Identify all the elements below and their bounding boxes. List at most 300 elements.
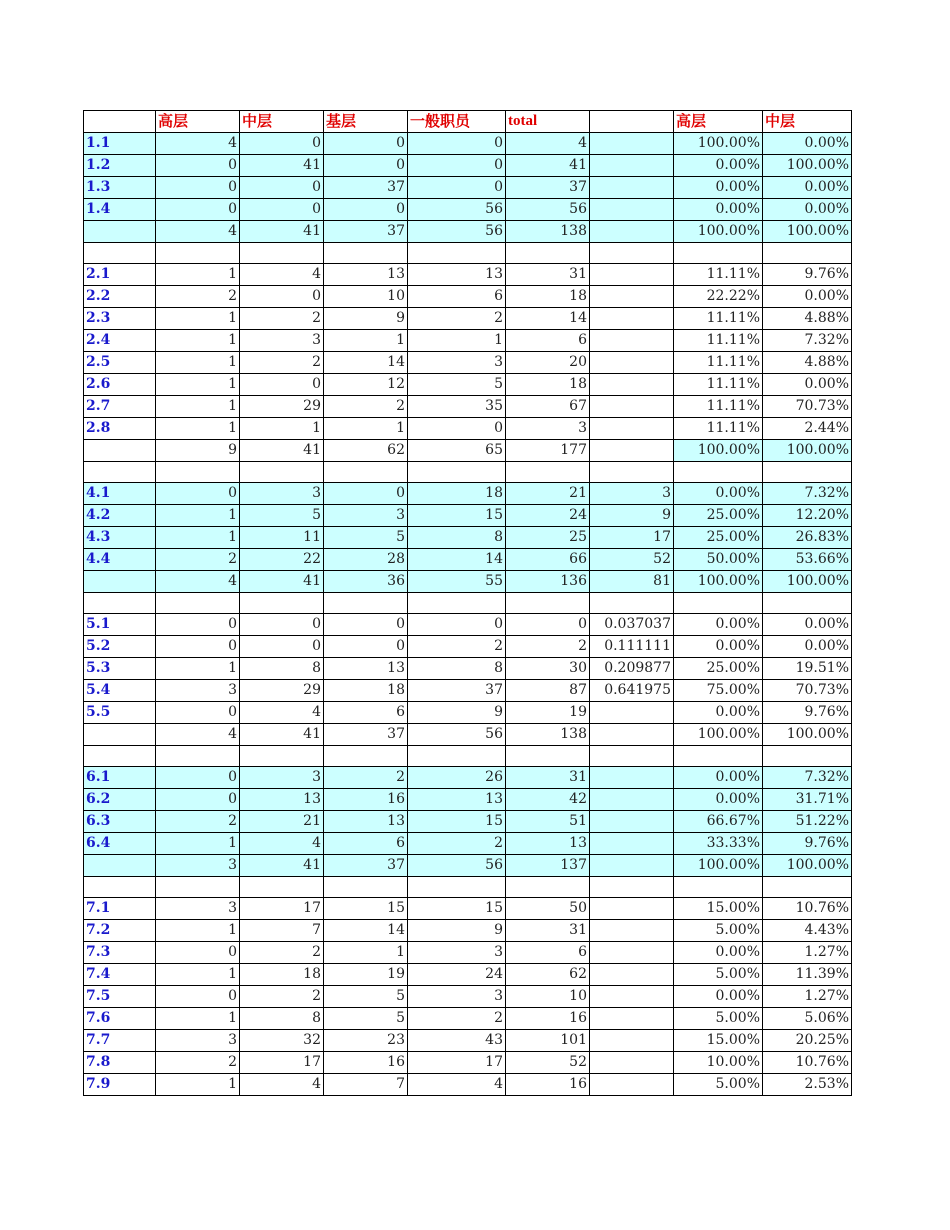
cell-base-count[interactable]: 5	[324, 527, 408, 549]
cell-row-label[interactable]	[84, 877, 156, 898]
cell-total[interactable]: 25	[506, 527, 590, 549]
cell-total[interactable]: 14	[506, 308, 590, 330]
cell-total[interactable]: 41	[506, 155, 590, 177]
cell-row-label[interactable]	[84, 221, 156, 243]
cell-extra[interactable]	[590, 1008, 674, 1030]
cell-extra[interactable]	[590, 986, 674, 1008]
cell-middle-count[interactable]: 4	[240, 702, 324, 724]
cell-base-count[interactable]: 0	[324, 614, 408, 636]
cell-senior-count[interactable]: 2	[156, 286, 240, 308]
cell-middle-count[interactable]: 29	[240, 680, 324, 702]
cell-middle-pct[interactable]: 100.00%	[763, 571, 852, 593]
cell-senior-pct[interactable]	[674, 593, 763, 614]
cell-row-label[interactable]: 5.5	[84, 702, 156, 724]
cell-senior-pct[interactable]: 25.00%	[674, 658, 763, 680]
cell-senior-pct[interactable]: 100.00%	[674, 440, 763, 462]
header-cell-blank[interactable]	[84, 111, 156, 133]
cell-base-count[interactable]: 3	[324, 505, 408, 527]
cell-senior-pct[interactable]: 0.00%	[674, 942, 763, 964]
cell-extra[interactable]	[590, 877, 674, 898]
cell-total[interactable]: 51	[506, 811, 590, 833]
cell-middle-count[interactable]: 5	[240, 505, 324, 527]
cell-middle-pct[interactable]: 0.00%	[763, 177, 852, 199]
cell-staff-count[interactable]: 18	[408, 483, 506, 505]
cell-middle-count[interactable]: 3	[240, 330, 324, 352]
cell-senior-pct[interactable]: 11.11%	[674, 330, 763, 352]
cell-total[interactable]: 20	[506, 352, 590, 374]
cell-base-count[interactable]	[324, 462, 408, 483]
cell-staff-count[interactable]: 24	[408, 964, 506, 986]
cell-senior-pct[interactable]: 11.11%	[674, 396, 763, 418]
cell-senior-count[interactable]: 1	[156, 418, 240, 440]
cell-row-label[interactable]: 1.2	[84, 155, 156, 177]
cell-senior-pct[interactable]: 11.11%	[674, 352, 763, 374]
cell-base-count[interactable]: 1	[324, 942, 408, 964]
cell-total[interactable]: 21	[506, 483, 590, 505]
cell-senior-count[interactable]: 4	[156, 724, 240, 746]
cell-row-label[interactable]: 1.3	[84, 177, 156, 199]
cell-base-count[interactable]	[324, 877, 408, 898]
cell-senior-count[interactable]: 3	[156, 898, 240, 920]
cell-base-count[interactable]: 5	[324, 986, 408, 1008]
cell-middle-count[interactable]: 0	[240, 133, 324, 155]
cell-row-label[interactable]: 6.4	[84, 833, 156, 855]
cell-senior-count[interactable]: 1	[156, 1008, 240, 1030]
cell-middle-pct[interactable]: 26.83%	[763, 527, 852, 549]
cell-middle-pct[interactable]: 7.32%	[763, 330, 852, 352]
cell-middle-count[interactable]: 41	[240, 724, 324, 746]
cell-total[interactable]: 37	[506, 177, 590, 199]
cell-extra[interactable]: 17	[590, 527, 674, 549]
cell-total[interactable]: 66	[506, 549, 590, 571]
cell-middle-pct[interactable]: 4.88%	[763, 308, 852, 330]
cell-senior-pct[interactable]: 100.00%	[674, 724, 763, 746]
cell-base-count[interactable]: 0	[324, 155, 408, 177]
cell-middle-count[interactable]: 32	[240, 1030, 324, 1052]
cell-row-label[interactable]: 2.6	[84, 374, 156, 396]
cell-row-label[interactable]: 7.3	[84, 942, 156, 964]
cell-extra[interactable]	[590, 440, 674, 462]
cell-senior-pct[interactable]: 11.11%	[674, 308, 763, 330]
cell-staff-count[interactable]: 9	[408, 920, 506, 942]
cell-senior-count[interactable]: 2	[156, 811, 240, 833]
cell-extra[interactable]	[590, 243, 674, 264]
cell-middle-count[interactable]: 0	[240, 636, 324, 658]
cell-senior-pct[interactable]: 50.00%	[674, 549, 763, 571]
cell-base-count[interactable]: 1	[324, 418, 408, 440]
cell-extra[interactable]	[590, 462, 674, 483]
cell-extra[interactable]	[590, 702, 674, 724]
cell-staff-count[interactable]: 0	[408, 177, 506, 199]
cell-staff-count[interactable]: 35	[408, 396, 506, 418]
cell-extra[interactable]: 0.641975	[590, 680, 674, 702]
cell-senior-pct[interactable]: 0.00%	[674, 199, 763, 221]
cell-extra[interactable]	[590, 330, 674, 352]
cell-extra[interactable]	[590, 308, 674, 330]
cell-middle-pct[interactable]: 11.39%	[763, 964, 852, 986]
cell-middle-pct[interactable]	[763, 462, 852, 483]
cell-base-count[interactable]: 12	[324, 374, 408, 396]
cell-staff-count[interactable]: 5	[408, 374, 506, 396]
cell-middle-pct[interactable]: 100.00%	[763, 855, 852, 877]
cell-middle-pct[interactable]: 0.00%	[763, 133, 852, 155]
cell-total[interactable]: 50	[506, 898, 590, 920]
cell-row-label[interactable]: 6.3	[84, 811, 156, 833]
cell-base-count[interactable]: 7	[324, 1074, 408, 1096]
cell-row-label[interactable]: 1.4	[84, 199, 156, 221]
cell-senior-count[interactable]: 0	[156, 199, 240, 221]
cell-extra[interactable]	[590, 286, 674, 308]
cell-total[interactable]: 30	[506, 658, 590, 680]
cell-middle-pct[interactable]: 100.00%	[763, 440, 852, 462]
cell-base-count[interactable]: 28	[324, 549, 408, 571]
cell-senior-count[interactable]	[156, 746, 240, 767]
cell-staff-count[interactable]: 15	[408, 898, 506, 920]
header-cell-total[interactable]: total	[506, 111, 590, 133]
cell-senior-count[interactable]: 3	[156, 1030, 240, 1052]
cell-middle-count[interactable]: 0	[240, 177, 324, 199]
cell-middle-count[interactable]: 41	[240, 440, 324, 462]
cell-row-label[interactable]: 4.2	[84, 505, 156, 527]
cell-base-count[interactable]: 37	[324, 855, 408, 877]
cell-senior-count[interactable]: 1	[156, 308, 240, 330]
cell-middle-pct[interactable]	[763, 593, 852, 614]
cell-row-label[interactable]	[84, 571, 156, 593]
cell-middle-count[interactable]: 41	[240, 155, 324, 177]
cell-staff-count[interactable]: 4	[408, 1074, 506, 1096]
cell-middle-count[interactable]: 2	[240, 986, 324, 1008]
cell-senior-pct[interactable]: 5.00%	[674, 1074, 763, 1096]
cell-senior-count[interactable]: 0	[156, 986, 240, 1008]
cell-base-count[interactable]: 1	[324, 330, 408, 352]
cell-base-count[interactable]: 13	[324, 264, 408, 286]
cell-senior-pct[interactable]: 0.00%	[674, 789, 763, 811]
cell-middle-pct[interactable]: 53.66%	[763, 549, 852, 571]
cell-extra[interactable]	[590, 155, 674, 177]
cell-base-count[interactable]: 9	[324, 308, 408, 330]
cell-middle-pct[interactable]: 70.73%	[763, 680, 852, 702]
cell-total[interactable]: 177	[506, 440, 590, 462]
cell-extra[interactable]: 52	[590, 549, 674, 571]
cell-total[interactable]: 13	[506, 833, 590, 855]
cell-total[interactable]: 31	[506, 767, 590, 789]
cell-base-count[interactable]: 0	[324, 483, 408, 505]
cell-middle-pct[interactable]: 1.27%	[763, 942, 852, 964]
cell-extra[interactable]	[590, 374, 674, 396]
cell-row-label[interactable]: 7.5	[84, 986, 156, 1008]
cell-senior-count[interactable]: 0	[156, 483, 240, 505]
cell-base-count[interactable]: 5	[324, 1008, 408, 1030]
cell-extra[interactable]: 0.037037	[590, 614, 674, 636]
cell-senior-count[interactable]: 1	[156, 396, 240, 418]
cell-staff-count[interactable]: 2	[408, 308, 506, 330]
cell-staff-count[interactable]: 55	[408, 571, 506, 593]
cell-staff-count[interactable]: 2	[408, 636, 506, 658]
cell-senior-pct[interactable]: 11.11%	[674, 264, 763, 286]
cell-senior-pct[interactable]: 66.67%	[674, 811, 763, 833]
cell-base-count[interactable]: 6	[324, 833, 408, 855]
cell-row-label[interactable]: 2.5	[84, 352, 156, 374]
cell-senior-pct[interactable]: 15.00%	[674, 898, 763, 920]
cell-base-count[interactable]	[324, 243, 408, 264]
cell-row-label[interactable]: 7.4	[84, 964, 156, 986]
cell-middle-pct[interactable]: 100.00%	[763, 221, 852, 243]
cell-senior-count[interactable]	[156, 593, 240, 614]
cell-senior-count[interactable]: 1	[156, 330, 240, 352]
cell-total[interactable]: 19	[506, 702, 590, 724]
cell-senior-count[interactable]: 9	[156, 440, 240, 462]
cell-extra[interactable]: 9	[590, 505, 674, 527]
cell-total[interactable]: 18	[506, 286, 590, 308]
cell-staff-count[interactable]: 56	[408, 855, 506, 877]
cell-staff-count[interactable]: 8	[408, 527, 506, 549]
cell-staff-count[interactable]: 56	[408, 199, 506, 221]
cell-senior-count[interactable]: 0	[156, 767, 240, 789]
cell-staff-count[interactable]: 13	[408, 789, 506, 811]
cell-middle-count[interactable]: 41	[240, 855, 324, 877]
cell-middle-count[interactable]: 18	[240, 964, 324, 986]
cell-base-count[interactable]: 37	[324, 177, 408, 199]
cell-base-count[interactable]: 10	[324, 286, 408, 308]
cell-staff-count[interactable]: 26	[408, 767, 506, 789]
cell-total[interactable]: 42	[506, 789, 590, 811]
cell-senior-count[interactable]: 2	[156, 1052, 240, 1074]
cell-staff-count[interactable]: 15	[408, 811, 506, 833]
cell-senior-count[interactable]: 1	[156, 264, 240, 286]
cell-row-label[interactable]: 5.1	[84, 614, 156, 636]
cell-row-label[interactable]	[84, 243, 156, 264]
cell-staff-count[interactable]: 2	[408, 1008, 506, 1030]
cell-middle-count[interactable]: 11	[240, 527, 324, 549]
cell-extra[interactable]	[590, 1052, 674, 1074]
cell-row-label[interactable]	[84, 440, 156, 462]
cell-staff-count[interactable]: 37	[408, 680, 506, 702]
cell-total[interactable]: 62	[506, 964, 590, 986]
cell-staff-count[interactable]: 17	[408, 1052, 506, 1074]
cell-senior-pct[interactable]: 5.00%	[674, 1008, 763, 1030]
cell-senior-count[interactable]: 1	[156, 352, 240, 374]
cell-middle-pct[interactable]: 9.76%	[763, 702, 852, 724]
cell-senior-count[interactable]: 4	[156, 221, 240, 243]
cell-staff-count[interactable]: 0	[408, 614, 506, 636]
cell-staff-count[interactable]: 56	[408, 724, 506, 746]
cell-extra[interactable]	[590, 133, 674, 155]
cell-middle-count[interactable]: 22	[240, 549, 324, 571]
cell-senior-count[interactable]: 3	[156, 855, 240, 877]
cell-extra[interactable]	[590, 221, 674, 243]
cell-staff-count[interactable]: 3	[408, 942, 506, 964]
cell-middle-count[interactable]	[240, 746, 324, 767]
cell-middle-pct[interactable]: 10.76%	[763, 898, 852, 920]
cell-extra[interactable]	[590, 789, 674, 811]
cell-senior-count[interactable]: 4	[156, 133, 240, 155]
cell-middle-count[interactable]: 41	[240, 221, 324, 243]
cell-extra[interactable]	[590, 418, 674, 440]
cell-row-label[interactable]	[84, 462, 156, 483]
cell-total[interactable]	[506, 593, 590, 614]
cell-row-label[interactable]: 4.4	[84, 549, 156, 571]
cell-middle-count[interactable]: 13	[240, 789, 324, 811]
cell-senior-count[interactable]	[156, 877, 240, 898]
cell-middle-count[interactable]: 1	[240, 418, 324, 440]
cell-senior-count[interactable]: 0	[156, 636, 240, 658]
cell-middle-pct[interactable]	[763, 877, 852, 898]
cell-total[interactable]: 6	[506, 942, 590, 964]
cell-staff-count[interactable]	[408, 746, 506, 767]
cell-senior-pct[interactable]: 0.00%	[674, 155, 763, 177]
cell-middle-pct[interactable]: 9.76%	[763, 264, 852, 286]
cell-senior-count[interactable]: 1	[156, 374, 240, 396]
cell-base-count[interactable]: 19	[324, 964, 408, 986]
cell-senior-count[interactable]: 0	[156, 942, 240, 964]
cell-senior-pct[interactable]: 0.00%	[674, 702, 763, 724]
cell-senior-pct[interactable]: 22.22%	[674, 286, 763, 308]
cell-extra[interactable]: 0.111111	[590, 636, 674, 658]
cell-middle-count[interactable]: 29	[240, 396, 324, 418]
cell-senior-pct[interactable]: 11.11%	[674, 418, 763, 440]
cell-middle-pct[interactable]: 70.73%	[763, 396, 852, 418]
cell-staff-count[interactable]	[408, 243, 506, 264]
cell-row-label[interactable]: 7.9	[84, 1074, 156, 1096]
cell-senior-count[interactable]	[156, 243, 240, 264]
cell-base-count[interactable]: 23	[324, 1030, 408, 1052]
cell-extra[interactable]	[590, 177, 674, 199]
cell-middle-pct[interactable]: 31.71%	[763, 789, 852, 811]
cell-senior-count[interactable]: 1	[156, 833, 240, 855]
cell-middle-count[interactable]: 2	[240, 942, 324, 964]
cell-middle-count[interactable]: 7	[240, 920, 324, 942]
cell-senior-pct[interactable]: 33.33%	[674, 833, 763, 855]
cell-row-label[interactable]: 2.4	[84, 330, 156, 352]
cell-total[interactable]: 3	[506, 418, 590, 440]
cell-total[interactable]: 67	[506, 396, 590, 418]
cell-middle-count[interactable]	[240, 462, 324, 483]
cell-senior-count[interactable]: 1	[156, 964, 240, 986]
cell-extra[interactable]: 3	[590, 483, 674, 505]
cell-extra[interactable]	[590, 746, 674, 767]
cell-total[interactable]	[506, 877, 590, 898]
cell-extra[interactable]	[590, 920, 674, 942]
cell-row-label[interactable]: 6.2	[84, 789, 156, 811]
cell-base-count[interactable]: 0	[324, 199, 408, 221]
cell-total[interactable]: 56	[506, 199, 590, 221]
cell-senior-count[interactable]: 2	[156, 549, 240, 571]
cell-total[interactable]: 52	[506, 1052, 590, 1074]
cell-base-count[interactable]: 0	[324, 636, 408, 658]
cell-base-count[interactable]: 16	[324, 789, 408, 811]
header-cell-senior[interactable]: 高层	[156, 111, 240, 133]
cell-total[interactable]: 16	[506, 1074, 590, 1096]
header-cell-empty[interactable]	[590, 111, 674, 133]
cell-row-label[interactable]	[84, 746, 156, 767]
cell-middle-pct[interactable]: 0.00%	[763, 614, 852, 636]
cell-base-count[interactable]: 37	[324, 221, 408, 243]
cell-middle-pct[interactable]: 1.27%	[763, 986, 852, 1008]
cell-middle-count[interactable]: 4	[240, 264, 324, 286]
cell-staff-count[interactable]: 13	[408, 264, 506, 286]
cell-middle-pct[interactable]: 20.25%	[763, 1030, 852, 1052]
cell-middle-pct[interactable]: 0.00%	[763, 199, 852, 221]
cell-staff-count[interactable]: 8	[408, 658, 506, 680]
cell-row-label[interactable]	[84, 724, 156, 746]
cell-total[interactable]: 101	[506, 1030, 590, 1052]
cell-extra[interactable]	[590, 767, 674, 789]
cell-middle-count[interactable]: 2	[240, 352, 324, 374]
cell-row-label[interactable]: 4.1	[84, 483, 156, 505]
cell-middle-pct[interactable]	[763, 243, 852, 264]
cell-extra[interactable]	[590, 1030, 674, 1052]
cell-extra[interactable]	[590, 833, 674, 855]
cell-middle-pct[interactable]: 4.88%	[763, 352, 852, 374]
cell-staff-count[interactable]: 14	[408, 549, 506, 571]
cell-middle-pct[interactable]: 9.76%	[763, 833, 852, 855]
cell-senior-count[interactable]: 0	[156, 702, 240, 724]
cell-middle-count[interactable]: 4	[240, 1074, 324, 1096]
cell-extra[interactable]	[590, 964, 674, 986]
cell-senior-count[interactable]: 1	[156, 505, 240, 527]
cell-middle-pct[interactable]: 100.00%	[763, 724, 852, 746]
cell-total[interactable]: 18	[506, 374, 590, 396]
cell-middle-count[interactable]: 4	[240, 833, 324, 855]
cell-staff-count[interactable]	[408, 462, 506, 483]
cell-base-count[interactable]: 0	[324, 133, 408, 155]
cell-extra[interactable]	[590, 199, 674, 221]
cell-senior-pct[interactable]: 25.00%	[674, 527, 763, 549]
cell-base-count[interactable]	[324, 593, 408, 614]
cell-total[interactable]: 6	[506, 330, 590, 352]
cell-middle-count[interactable]: 0	[240, 614, 324, 636]
cell-staff-count[interactable]: 0	[408, 418, 506, 440]
cell-extra[interactable]	[590, 942, 674, 964]
cell-senior-count[interactable]: 4	[156, 571, 240, 593]
cell-senior-pct[interactable]: 100.00%	[674, 571, 763, 593]
cell-senior-count[interactable]: 1	[156, 1074, 240, 1096]
header-cell-base[interactable]: 基层	[324, 111, 408, 133]
cell-middle-pct[interactable]: 19.51%	[763, 658, 852, 680]
cell-total[interactable]: 138	[506, 724, 590, 746]
cell-base-count[interactable]: 13	[324, 811, 408, 833]
cell-middle-count[interactable]: 17	[240, 1052, 324, 1074]
cell-total[interactable]: 138	[506, 221, 590, 243]
cell-senior-pct[interactable]: 0.00%	[674, 986, 763, 1008]
cell-row-label[interactable]: 4.3	[84, 527, 156, 549]
cell-middle-count[interactable]: 0	[240, 374, 324, 396]
cell-total[interactable]: 137	[506, 855, 590, 877]
cell-senior-count[interactable]: 0	[156, 614, 240, 636]
cell-senior-count[interactable]: 1	[156, 658, 240, 680]
cell-senior-pct[interactable]: 5.00%	[674, 964, 763, 986]
cell-base-count[interactable]	[324, 746, 408, 767]
cell-staff-count[interactable]: 9	[408, 702, 506, 724]
cell-senior-pct[interactable]: 0.00%	[674, 767, 763, 789]
cell-middle-count[interactable]	[240, 243, 324, 264]
cell-middle-count[interactable]: 0	[240, 199, 324, 221]
cell-middle-pct[interactable]: 2.53%	[763, 1074, 852, 1096]
cell-base-count[interactable]: 14	[324, 352, 408, 374]
cell-staff-count[interactable]: 43	[408, 1030, 506, 1052]
cell-base-count[interactable]: 16	[324, 1052, 408, 1074]
cell-total[interactable]	[506, 243, 590, 264]
cell-middle-pct[interactable]: 100.00%	[763, 155, 852, 177]
cell-total[interactable]	[506, 746, 590, 767]
cell-base-count[interactable]: 62	[324, 440, 408, 462]
cell-base-count[interactable]: 37	[324, 724, 408, 746]
header-cell-senior-pct[interactable]: 高层	[674, 111, 763, 133]
cell-staff-count[interactable]: 6	[408, 286, 506, 308]
cell-middle-pct[interactable]: 4.43%	[763, 920, 852, 942]
cell-middle-pct[interactable]: 12.20%	[763, 505, 852, 527]
cell-middle-pct[interactable]: 0.00%	[763, 286, 852, 308]
